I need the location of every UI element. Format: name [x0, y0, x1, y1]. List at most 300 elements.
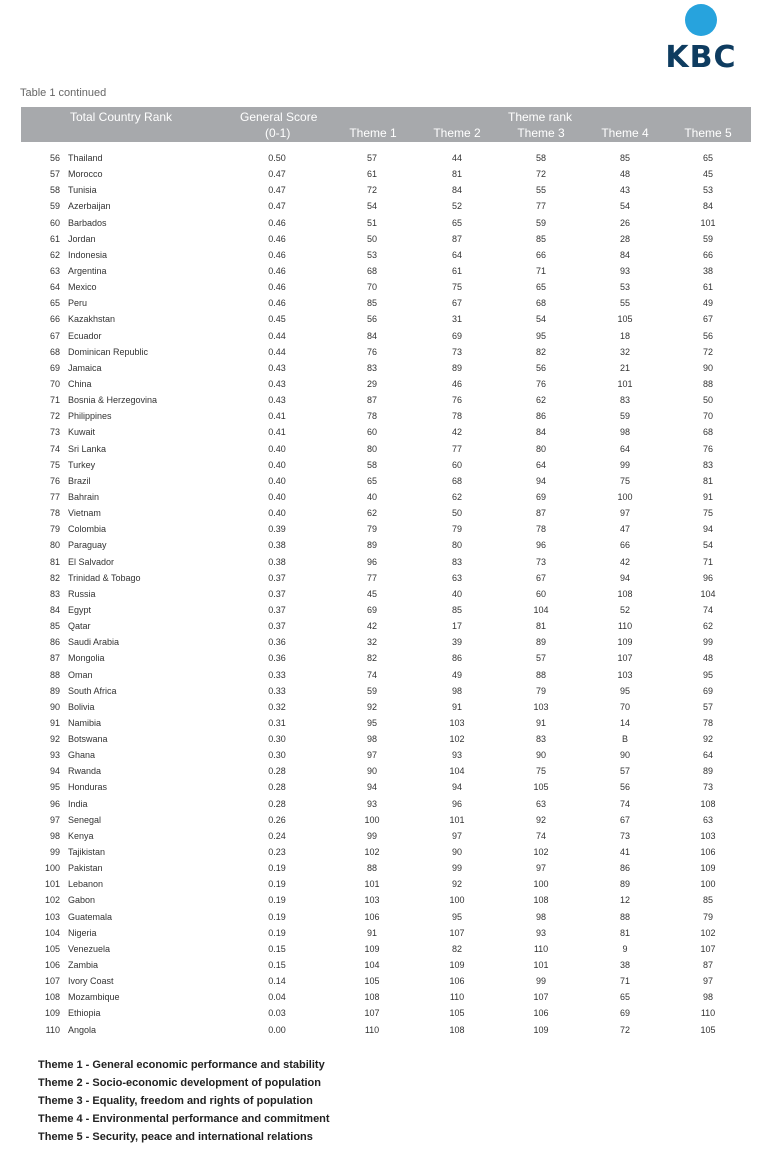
theme-1-cell: 98: [366, 734, 377, 745]
theme-3-cell: 97: [535, 863, 546, 874]
rank-cell: 95: [49, 782, 60, 793]
table-row: [0, 618, 771, 634]
country-cell: Thailand: [68, 153, 103, 163]
score-cell: 0.30: [268, 734, 286, 745]
header-theme-2: Theme 2: [433, 126, 481, 140]
theme-3-cell: 54: [535, 314, 546, 325]
table-row: [0, 166, 771, 182]
rank-cell: 88: [49, 669, 60, 680]
country-cell: Mexico: [68, 282, 97, 293]
table-row: [0, 989, 771, 1005]
theme-2-cell: 52: [451, 201, 462, 212]
theme-4-cell: 107: [617, 653, 633, 664]
theme-4-cell: 48: [619, 169, 630, 180]
theme-3-cell: 62: [535, 395, 546, 406]
theme-3-cell: 95: [535, 330, 546, 341]
legend-item: Theme 3 - Equality, freedom and rights of population: [38, 1095, 313, 1107]
theme-3-cell: 108: [533, 895, 549, 906]
theme-5-cell: 70: [702, 411, 713, 422]
theme-1-cell: 109: [364, 943, 380, 954]
rank-cell: 68: [49, 346, 60, 357]
score-cell: 0.37: [268, 588, 286, 599]
theme-3-cell: 104: [533, 604, 549, 615]
theme-5-cell: 107: [700, 943, 716, 954]
theme-4-cell: 53: [619, 282, 630, 293]
theme-5-cell: 110: [700, 1008, 716, 1019]
score-cell: 0.36: [268, 653, 286, 664]
theme-4-cell: 64: [619, 443, 630, 454]
country-cell: Oman: [68, 669, 93, 680]
theme-2-cell: 75: [451, 282, 462, 293]
score-cell: 0.37: [268, 572, 286, 583]
table-row: [0, 909, 771, 925]
theme-5-cell: 97: [702, 976, 713, 987]
theme-4-cell: 85: [619, 153, 630, 163]
country-cell: Tajikistan: [68, 847, 106, 858]
score-cell: 0.40: [268, 475, 286, 486]
country-cell: Egypt: [68, 604, 92, 615]
score-cell: 0.19: [268, 879, 286, 890]
theme-3-cell: 76: [535, 378, 546, 389]
rank-cell: 105: [44, 943, 60, 954]
country-cell: Bahrain: [68, 491, 100, 502]
rank-cell: 84: [49, 604, 60, 615]
theme-3-cell: 89: [535, 637, 546, 648]
country-cell: Dominican Republic: [68, 346, 149, 357]
theme-4-cell: 98: [619, 427, 630, 438]
score-cell: 0.38: [268, 556, 286, 567]
theme-2-cell: 99: [451, 863, 462, 874]
rank-cell: 86: [49, 637, 60, 648]
theme-1-cell: 79: [366, 524, 377, 535]
theme-3-cell: 58: [535, 153, 546, 163]
rank-cell: 78: [49, 508, 60, 519]
rank-cell: 93: [49, 750, 60, 761]
theme-4-cell: 54: [619, 201, 630, 212]
header-general-score-range: (0-1): [265, 126, 291, 140]
theme-5-cell: 71: [702, 556, 713, 567]
table-row: [0, 505, 771, 521]
theme-4-cell: 105: [617, 314, 633, 325]
rank-cell: 60: [49, 217, 60, 228]
theme-4-cell: 89: [619, 879, 630, 890]
theme-2-cell: 44: [451, 153, 462, 163]
theme-5-cell: 50: [702, 395, 713, 406]
country-cell: Kuwait: [68, 427, 96, 438]
theme-2-cell: 86: [451, 653, 462, 664]
score-cell: 0.30: [268, 750, 286, 761]
table-row: [0, 779, 771, 795]
theme-4-cell: 93: [619, 265, 630, 276]
score-cell: 0.43: [268, 362, 286, 373]
theme-3-cell: 69: [535, 491, 546, 502]
theme-3-cell: 66: [535, 249, 546, 260]
score-cell: 0.31: [268, 717, 286, 728]
rank-cell: 58: [49, 185, 60, 196]
rank-cell: 81: [49, 556, 60, 567]
theme-2-cell: 69: [451, 330, 462, 341]
theme-4-cell: 88: [619, 911, 630, 922]
theme-4-cell: 47: [619, 524, 630, 535]
country-cell: Sri Lanka: [68, 443, 107, 454]
rank-cell: 73: [49, 427, 60, 438]
theme-3-cell: 96: [535, 540, 546, 551]
score-cell: 0.38: [268, 540, 286, 551]
theme-2-cell: 83: [451, 556, 462, 567]
table-row: [0, 634, 771, 650]
theme-3-cell: 106: [533, 1008, 549, 1019]
table-row: [0, 763, 771, 779]
theme-4-cell: 52: [619, 604, 630, 615]
theme-4-cell: 65: [619, 992, 630, 1003]
country-cell: Tunisia: [68, 185, 97, 196]
table-row: [0, 570, 771, 586]
theme-5-cell: 88: [702, 378, 713, 389]
table-row: [0, 892, 771, 908]
table-row: [0, 973, 771, 989]
theme-3-cell: 77: [535, 201, 546, 212]
theme-5-cell: 98: [702, 992, 713, 1003]
theme-3-cell: 107: [533, 992, 549, 1003]
theme-3-cell: 68: [535, 298, 546, 309]
theme-1-cell: 95: [366, 717, 377, 728]
country-cell: Kenya: [68, 830, 94, 841]
theme-3-cell: 65: [535, 282, 546, 293]
theme-1-cell: 80: [366, 443, 377, 454]
theme-3-cell: 78: [535, 524, 546, 535]
theme-1-cell: 53: [366, 249, 377, 260]
rank-cell: 59: [49, 201, 60, 212]
country-cell: El Salvador: [68, 556, 115, 567]
theme-3-cell: 99: [535, 976, 546, 987]
theme-1-cell: 85: [366, 298, 377, 309]
table-row: [0, 731, 771, 747]
theme-1-cell: 61: [366, 169, 377, 180]
country-cell: Argentina: [68, 265, 107, 276]
theme-1-cell: 59: [366, 685, 377, 696]
theme-3-cell: 60: [535, 588, 546, 599]
table-row: [0, 150, 771, 166]
score-cell: 0.14: [268, 976, 286, 987]
theme-3-cell: 102: [533, 847, 549, 858]
theme-5-cell: 106: [700, 847, 716, 858]
theme-5-cell: 100: [700, 879, 716, 890]
theme-4-cell: 18: [619, 330, 630, 341]
theme-1-cell: 88: [366, 863, 377, 874]
theme-1-cell: 92: [366, 701, 377, 712]
theme-4-cell: 94: [619, 572, 630, 583]
table-row: [0, 554, 771, 570]
country-cell: Peru: [68, 298, 88, 309]
rank-cell: 99: [49, 847, 60, 858]
theme-2-cell: 106: [449, 976, 465, 987]
country-cell: Jordan: [68, 233, 96, 244]
theme-5-cell: 62: [702, 621, 713, 632]
theme-2-cell: 91: [451, 701, 462, 712]
country-cell: Rwanda: [68, 766, 102, 777]
theme-5-cell: 101: [700, 217, 716, 228]
theme-3-cell: 84: [535, 427, 546, 438]
theme-5-cell: 79: [702, 911, 713, 922]
theme-2-cell: 92: [451, 879, 462, 890]
rank-cell: 107: [44, 976, 60, 987]
theme-2-cell: 62: [451, 491, 462, 502]
country-cell: Indonesia: [68, 249, 108, 260]
score-cell: 0.47: [268, 185, 286, 196]
score-cell: 0.28: [268, 782, 286, 793]
theme-5-cell: 87: [702, 960, 713, 971]
theme-1-cell: 42: [366, 621, 377, 632]
theme-5-cell: 68: [702, 427, 713, 438]
rank-cell: 61: [49, 233, 60, 244]
score-cell: 0.44: [268, 330, 286, 341]
theme-4-cell: 21: [619, 362, 630, 373]
rank-cell: 100: [44, 863, 60, 874]
header-theme-4: Theme 4: [601, 126, 649, 140]
theme-2-cell: 79: [451, 524, 462, 535]
rank-cell: 90: [49, 701, 60, 712]
theme-2-cell: 68: [451, 475, 462, 486]
country-cell: Mozambique: [68, 992, 120, 1003]
rank-cell: 76: [49, 475, 60, 486]
rank-cell: 96: [49, 798, 60, 809]
country-cell: Senegal: [68, 814, 102, 825]
table-row: [0, 941, 771, 957]
country-cell: India: [68, 798, 88, 809]
rank-cell: 102: [44, 895, 60, 906]
theme-5-cell: 83: [702, 459, 713, 470]
theme-2-cell: 109: [449, 960, 465, 971]
theme-2-cell: 84: [451, 185, 462, 196]
theme-1-cell: 65: [366, 475, 377, 486]
rank-cell: 106: [44, 960, 60, 971]
score-cell: 0.41: [268, 411, 286, 422]
country-cell: Paraguay: [68, 540, 107, 551]
theme-2-cell: 97: [451, 830, 462, 841]
country-cell: Mongolia: [68, 653, 105, 664]
score-cell: 0.28: [268, 798, 286, 809]
theme-5-cell: 72: [702, 346, 713, 357]
theme-1-cell: 106: [364, 911, 380, 922]
theme-4-cell: 72: [619, 1024, 630, 1035]
theme-1-cell: 90: [366, 766, 377, 777]
score-cell: 0.19: [268, 895, 286, 906]
theme-2-cell: 73: [451, 346, 462, 357]
score-cell: 0.45: [268, 314, 286, 325]
theme-5-cell: 109: [700, 863, 716, 874]
theme-1-cell: 104: [364, 960, 380, 971]
score-cell: 0.46: [268, 249, 286, 260]
theme-4-cell: 56: [619, 782, 630, 793]
rank-cell: 80: [49, 540, 60, 551]
theme-3-cell: 73: [535, 556, 546, 567]
country-cell: Ecuador: [68, 330, 102, 341]
theme-1-cell: 102: [364, 847, 380, 858]
theme-5-cell: 45: [702, 169, 713, 180]
theme-2-cell: 67: [451, 298, 462, 309]
table-row: [0, 295, 771, 311]
rank-cell: 74: [49, 443, 60, 454]
rank-cell: 75: [49, 459, 60, 470]
theme-3-cell: 71: [535, 265, 546, 276]
theme-1-cell: 91: [366, 927, 377, 938]
theme-2-cell: 31: [451, 314, 462, 325]
theme-5-cell: 99: [702, 637, 713, 648]
theme-3-cell: 64: [535, 459, 546, 470]
theme-5-cell: 102: [700, 927, 716, 938]
table-row: [0, 537, 771, 553]
theme-2-cell: 39: [451, 637, 462, 648]
theme-1-cell: 29: [366, 378, 377, 389]
theme-2-cell: 49: [451, 669, 462, 680]
theme-4-cell: 43: [619, 185, 630, 196]
theme-3-cell: 110: [533, 943, 549, 954]
theme-2-cell: 90: [451, 847, 462, 858]
theme-2-cell: 60: [451, 459, 462, 470]
table-row: [0, 328, 771, 344]
legend-item: Theme 2 - Socio-economic development of population: [38, 1077, 321, 1089]
country-cell: Trinidad & Tobago: [68, 572, 141, 583]
score-cell: 0.46: [268, 233, 286, 244]
theme-1-cell: 78: [366, 411, 377, 422]
table-row: [0, 796, 771, 812]
theme-1-cell: 101: [364, 879, 380, 890]
theme-4-cell: 84: [619, 249, 630, 260]
theme-5-cell: 84: [702, 201, 713, 212]
theme-5-cell: 73: [702, 782, 713, 793]
table-row: [0, 457, 771, 473]
score-cell: 0.46: [268, 282, 286, 293]
theme-5-cell: 96: [702, 572, 713, 583]
theme-3-cell: 101: [533, 960, 549, 971]
country-cell: Botswana: [68, 734, 108, 745]
score-cell: 0.47: [268, 169, 286, 180]
theme-4-cell: 67: [619, 814, 630, 825]
score-cell: 0.03: [268, 1008, 286, 1019]
theme-5-cell: 61: [702, 282, 713, 293]
theme-3-cell: 59: [535, 217, 546, 228]
theme-2-cell: 78: [451, 411, 462, 422]
theme-4-cell: 41: [619, 847, 630, 858]
theme-2-cell: 40: [451, 588, 462, 599]
theme-5-cell: 65: [702, 153, 713, 163]
legend-item: Theme 1 - General economic performance and stability: [38, 1059, 325, 1071]
table-row: [0, 699, 771, 715]
theme-3-cell: 80: [535, 443, 546, 454]
score-cell: 0.46: [268, 265, 286, 276]
theme-4-cell: 74: [619, 798, 630, 809]
country-cell: Ivory Coast: [68, 976, 114, 987]
table-row: [0, 650, 771, 666]
theme-5-cell: 75: [702, 508, 713, 519]
rank-cell: 98: [49, 830, 60, 841]
table-row: [0, 860, 771, 876]
table-body: [0, 150, 771, 1038]
country-cell: Jamaica: [68, 362, 102, 373]
score-cell: 0.50: [268, 153, 286, 163]
theme-3-cell: 67: [535, 572, 546, 583]
theme-4-cell: 108: [617, 588, 633, 599]
table-row: [0, 521, 771, 537]
country-cell: Vietnam: [68, 508, 101, 519]
score-cell: 0.40: [268, 491, 286, 502]
theme-3-cell: 105: [533, 782, 549, 793]
rank-cell: 101: [44, 879, 60, 890]
table-row: [0, 392, 771, 408]
theme-1-cell: 84: [366, 330, 377, 341]
theme-4-cell: 86: [619, 863, 630, 874]
theme-5-cell: 108: [700, 798, 716, 809]
theme-1-cell: 97: [366, 750, 377, 761]
theme-1-cell: 62: [366, 508, 377, 519]
table-row: [0, 1005, 771, 1021]
score-cell: 0.19: [268, 927, 286, 938]
rank-cell: 94: [49, 766, 60, 777]
rank-cell: 109: [44, 1008, 60, 1019]
table-row: [0, 1022, 771, 1038]
country-cell: Qatar: [68, 621, 91, 632]
score-cell: 0.39: [268, 524, 286, 535]
theme-4-cell: 69: [619, 1008, 630, 1019]
theme-5-cell: 89: [702, 766, 713, 777]
rank-cell: 82: [49, 572, 60, 583]
table-row: [0, 360, 771, 376]
theme-3-cell: 88: [535, 669, 546, 680]
theme-4-cell: 59: [619, 411, 630, 422]
theme-1-cell: 94: [366, 782, 377, 793]
theme-4-cell: 90: [619, 750, 630, 761]
theme-2-cell: 65: [451, 217, 462, 228]
theme-5-cell: 81: [702, 475, 713, 486]
theme-4-cell: 99: [619, 459, 630, 470]
theme-1-cell: 56: [366, 314, 377, 325]
rank-cell: 103: [44, 911, 60, 922]
score-cell: 0.46: [268, 298, 286, 309]
theme-2-cell: 103: [449, 717, 465, 728]
theme-3-cell: 93: [535, 927, 546, 938]
theme-5-cell: 64: [702, 750, 713, 761]
theme-5-cell: 103: [700, 830, 716, 841]
theme-4-cell: 81: [619, 927, 630, 938]
table-header: [21, 107, 751, 142]
header-theme-5: Theme 5: [684, 126, 732, 140]
theme-3-cell: 72: [535, 169, 546, 180]
rank-cell: 72: [49, 411, 60, 422]
rank-cell: 85: [49, 621, 60, 632]
theme-3-cell: 98: [535, 911, 546, 922]
theme-2-cell: 107: [449, 927, 465, 938]
theme-2-cell: 17: [451, 621, 462, 632]
theme-1-cell: 50: [366, 233, 377, 244]
theme-5-cell: 56: [702, 330, 713, 341]
country-cell: South Africa: [68, 685, 117, 696]
theme-4-cell: 83: [619, 395, 630, 406]
theme-3-cell: 63: [535, 798, 546, 809]
theme-3-cell: 75: [535, 766, 546, 777]
theme-2-cell: 64: [451, 249, 462, 260]
score-cell: 0.15: [268, 943, 286, 954]
table-row: [0, 231, 771, 247]
score-cell: 0.40: [268, 508, 286, 519]
table-row: [0, 263, 771, 279]
theme-1-cell: 72: [366, 185, 377, 196]
rank-cell: 92: [49, 734, 60, 745]
kbc-logo: [656, 2, 746, 74]
theme-3-cell: 81: [535, 621, 546, 632]
country-cell: Guatemala: [68, 911, 113, 922]
theme-1-cell: 83: [366, 362, 377, 373]
theme-1-cell: 51: [366, 217, 377, 228]
